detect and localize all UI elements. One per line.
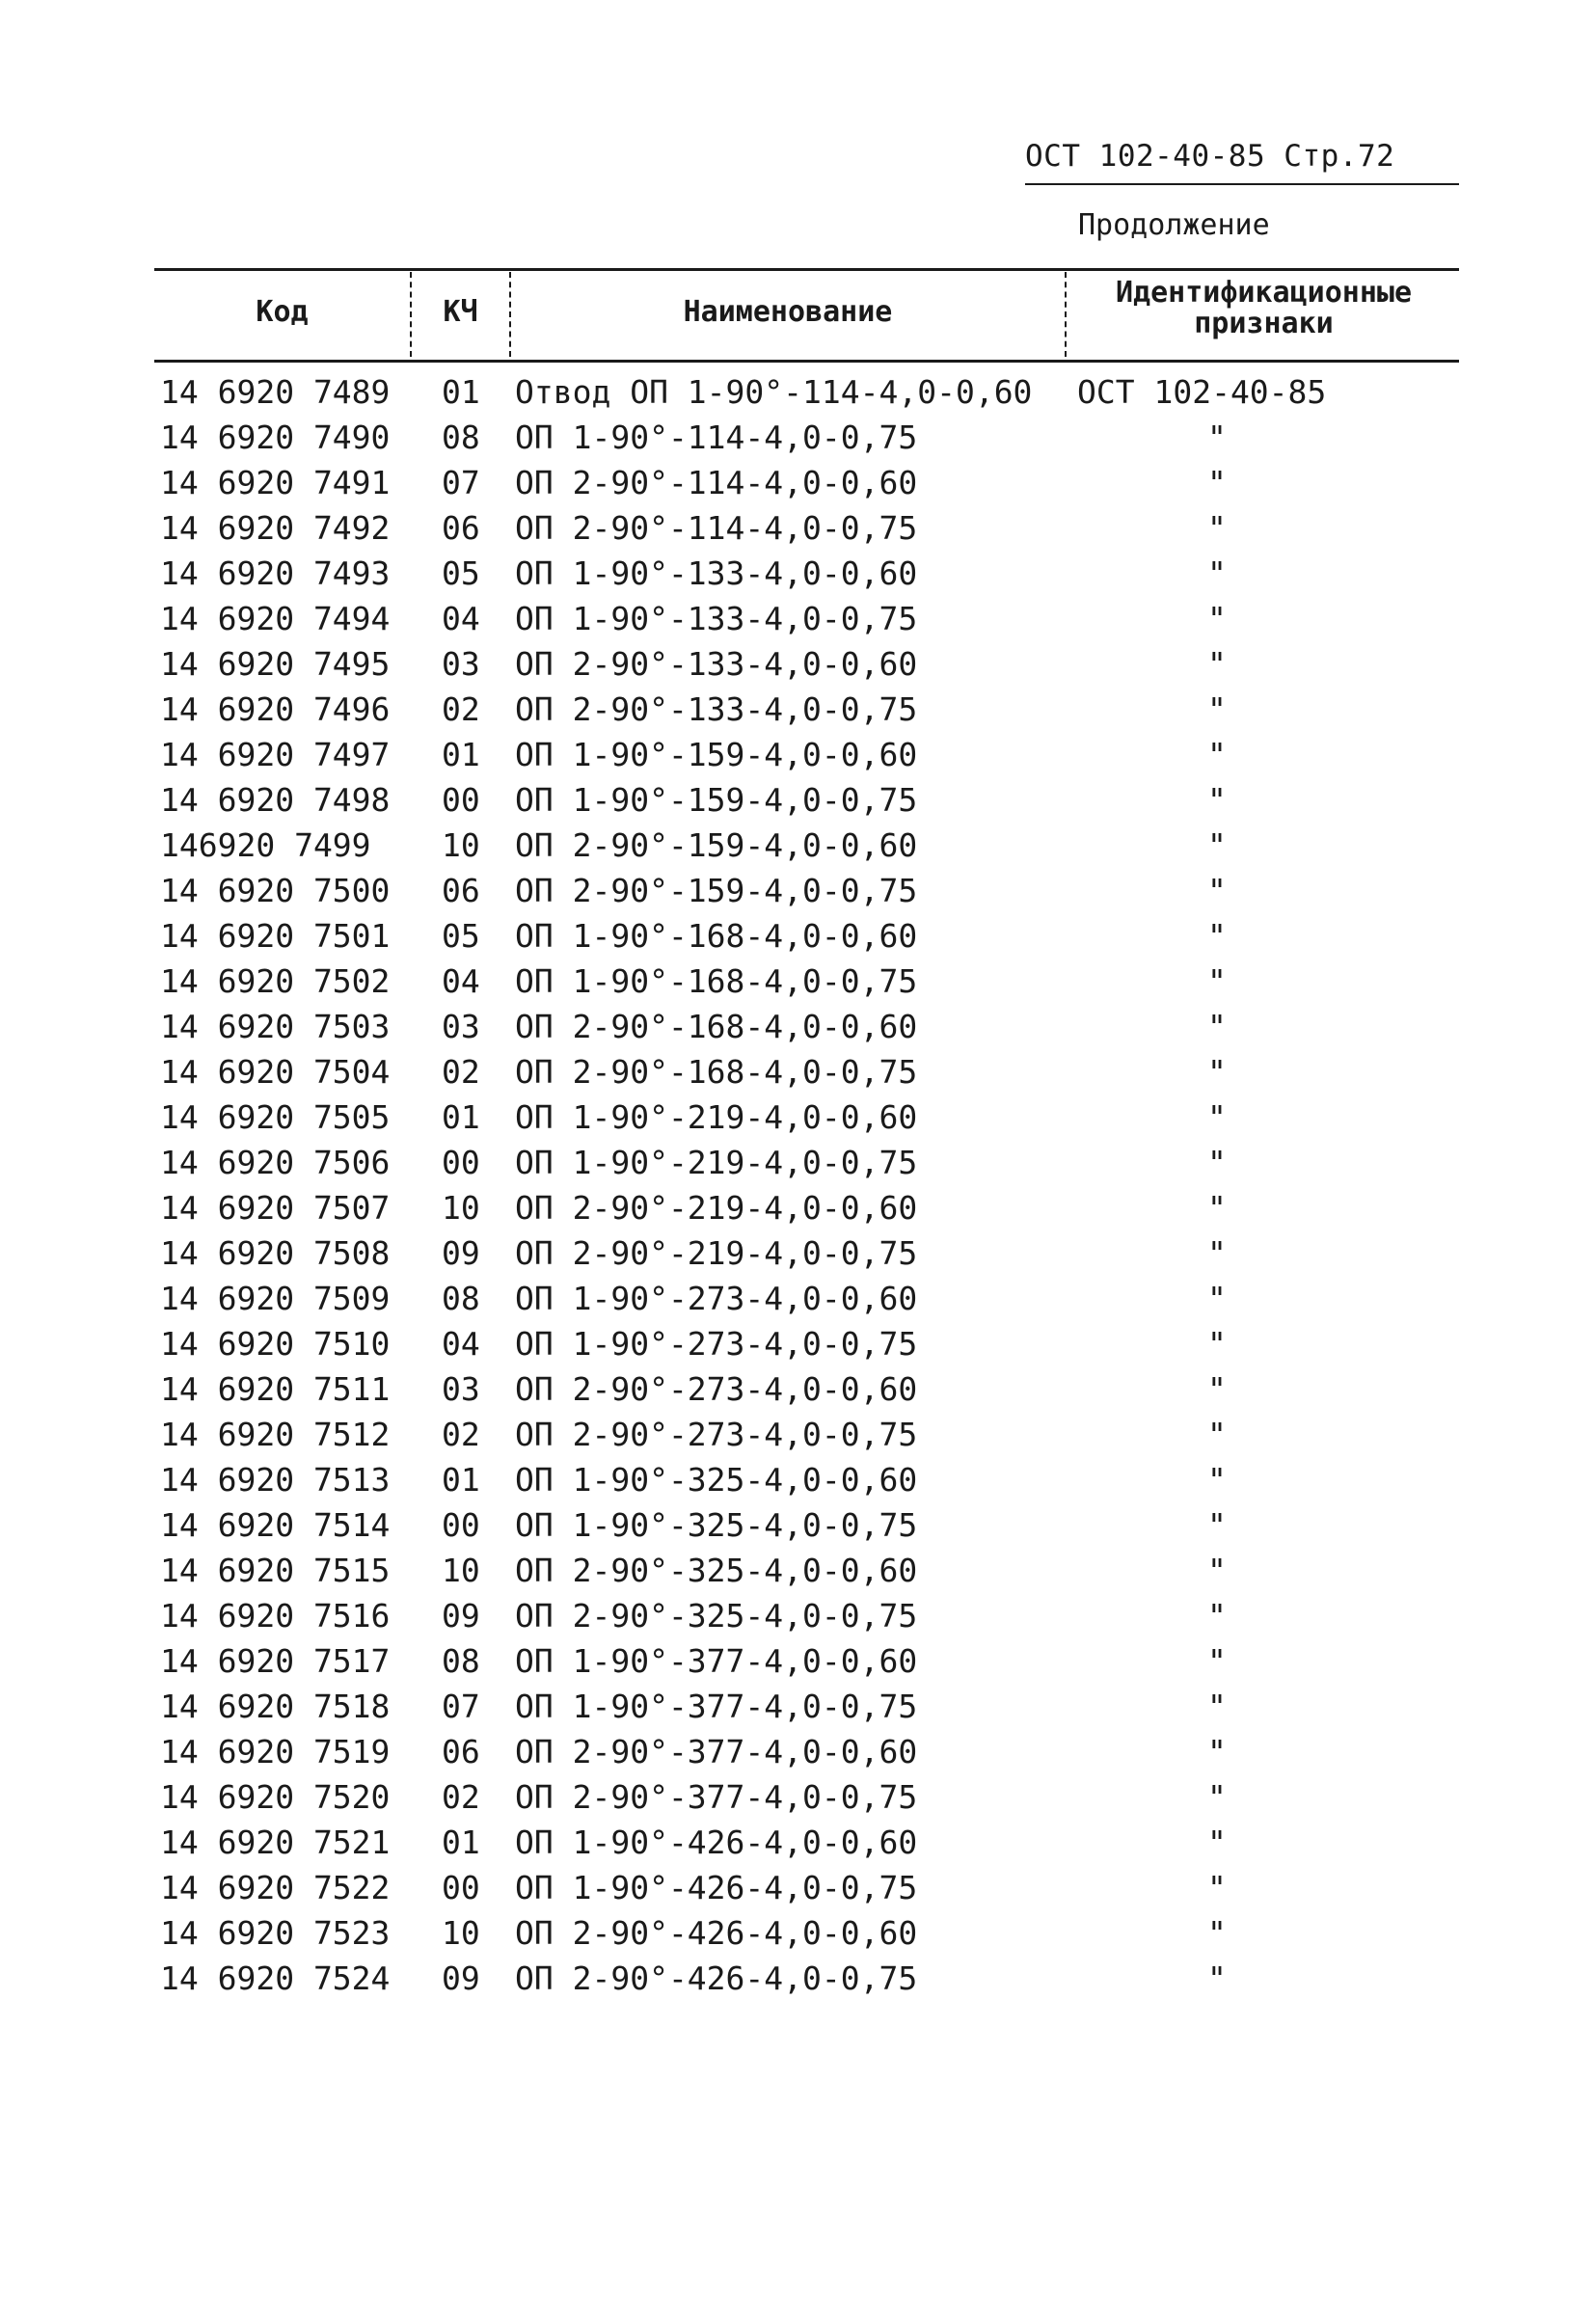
table-row bbox=[0, 460, 1595, 505]
cell-ident: " bbox=[1207, 1144, 1227, 1181]
cell-code: 14 6920 7514 bbox=[160, 1506, 391, 1544]
table-row bbox=[0, 732, 1595, 777]
cell-ident: " bbox=[1207, 1461, 1227, 1499]
cell-code: 14 6920 7521 bbox=[160, 1824, 391, 1861]
cell-ident: " bbox=[1207, 1552, 1227, 1589]
cell-kch: 06 bbox=[442, 872, 480, 909]
cell-name: ОП 2-90°-377-4,0-0,60 bbox=[515, 1733, 918, 1770]
cell-code: 14 6920 7502 bbox=[160, 962, 391, 1000]
cell-kch: 01 bbox=[442, 1824, 480, 1861]
cell-kch: 01 bbox=[442, 1098, 480, 1136]
table-row bbox=[0, 823, 1595, 868]
cell-code: 14 6920 7512 bbox=[160, 1416, 391, 1453]
cell-ident: " bbox=[1207, 1824, 1227, 1861]
cell-name: ОП 1-90°-168-4,0-0,60 bbox=[515, 917, 918, 955]
cell-code: 14 6920 7503 bbox=[160, 1008, 391, 1045]
cell-name: ОП 1-90°-377-4,0-0,75 bbox=[515, 1688, 918, 1725]
table-row bbox=[0, 1230, 1595, 1276]
cell-code: 14 6920 7511 bbox=[160, 1370, 391, 1408]
table-top-rule bbox=[154, 268, 1459, 271]
table-row bbox=[0, 1910, 1595, 1956]
cell-code: 14 6920 7516 bbox=[160, 1597, 391, 1635]
table-row bbox=[0, 1321, 1595, 1366]
cell-code: 14 6920 7508 bbox=[160, 1234, 391, 1272]
cell-name: ОП 2-90°-114-4,0-0,75 bbox=[515, 509, 918, 547]
table-row bbox=[0, 369, 1595, 415]
table-row bbox=[0, 1774, 1595, 1820]
cell-code: 14 6920 7490 bbox=[160, 419, 391, 456]
table-row bbox=[0, 868, 1595, 913]
cell-code: 14 6920 7495 bbox=[160, 645, 391, 683]
cell-kch: 03 bbox=[442, 645, 480, 683]
table-row bbox=[0, 913, 1595, 959]
cell-name: ОП 2-90°-168-4,0-0,75 bbox=[515, 1053, 918, 1091]
cell-name: ОП 2-90°-325-4,0-0,75 bbox=[515, 1597, 918, 1635]
table-row bbox=[0, 1185, 1595, 1230]
table-row bbox=[0, 1049, 1595, 1094]
cell-kch: 10 bbox=[442, 1552, 480, 1589]
cell-kch: 08 bbox=[442, 419, 480, 456]
cell-ident: ОСТ 102-40-85 bbox=[1077, 373, 1327, 411]
cell-code: 14 6920 7507 bbox=[160, 1189, 391, 1227]
cell-code: 14 6920 7500 bbox=[160, 872, 391, 909]
cell-kch: 01 bbox=[442, 736, 480, 773]
cell-ident: " bbox=[1207, 1098, 1227, 1136]
cell-ident: " bbox=[1207, 1053, 1227, 1091]
cell-name: ОП 2-90°-133-4,0-0,60 bbox=[515, 645, 918, 683]
cell-kch: 02 bbox=[442, 1053, 480, 1091]
column-separator bbox=[1065, 272, 1067, 357]
header-underline bbox=[1025, 183, 1459, 185]
cell-name: ОП 2-90°-114-4,0-0,60 bbox=[515, 464, 918, 501]
cell-name: ОП 1-90°-168-4,0-0,75 bbox=[515, 962, 918, 1000]
table-row bbox=[0, 687, 1595, 732]
column-header-code: Код bbox=[256, 295, 309, 329]
cell-name: ОП 1-90°-219-4,0-0,75 bbox=[515, 1144, 918, 1181]
cell-ident: " bbox=[1207, 1416, 1227, 1453]
column-separator bbox=[509, 272, 511, 357]
cell-name: ОП 2-90°-377-4,0-0,75 bbox=[515, 1778, 918, 1816]
table-row bbox=[0, 1956, 1595, 2001]
cell-code: 14 6920 7518 bbox=[160, 1688, 391, 1725]
cell-ident: " bbox=[1207, 1778, 1227, 1816]
cell-code: 14 6920 7497 bbox=[160, 736, 391, 773]
cell-code: 14 6920 7494 bbox=[160, 600, 391, 637]
table-row bbox=[0, 551, 1595, 596]
cell-name: ОП 1-90°-159-4,0-0,75 bbox=[515, 781, 918, 819]
table-row bbox=[0, 1593, 1595, 1638]
cell-name: ОП 1-90°-273-4,0-0,75 bbox=[515, 1325, 918, 1363]
table-row bbox=[0, 1140, 1595, 1185]
cell-kch: 10 bbox=[442, 1189, 480, 1227]
cell-ident: " bbox=[1207, 1506, 1227, 1544]
cell-ident: " bbox=[1207, 1189, 1227, 1227]
cell-code: 146920 7499 bbox=[160, 826, 371, 864]
cell-kch: 00 bbox=[442, 1869, 480, 1906]
cell-ident: " bbox=[1207, 1733, 1227, 1770]
table-row bbox=[0, 1366, 1595, 1412]
cell-kch: 01 bbox=[442, 1461, 480, 1499]
cell-code: 14 6920 7498 bbox=[160, 781, 391, 819]
cell-code: 14 6920 7493 bbox=[160, 554, 391, 592]
cell-name: ОП 2-90°-219-4,0-0,75 bbox=[515, 1234, 918, 1272]
cell-code: 14 6920 7506 bbox=[160, 1144, 391, 1181]
cell-ident: " bbox=[1207, 464, 1227, 501]
cell-name: ОП 2-90°-168-4,0-0,60 bbox=[515, 1008, 918, 1045]
table-row bbox=[0, 1684, 1595, 1729]
cell-name: ОП 2-90°-325-4,0-0,60 bbox=[515, 1552, 918, 1589]
cell-ident: " bbox=[1207, 1688, 1227, 1725]
cell-kch: 10 bbox=[442, 1914, 480, 1952]
table-header-rule bbox=[154, 360, 1459, 363]
table-row bbox=[0, 959, 1595, 1004]
cell-ident: " bbox=[1207, 1325, 1227, 1363]
cell-kch: 00 bbox=[442, 1506, 480, 1544]
cell-name: ОП 2-90°-133-4,0-0,75 bbox=[515, 690, 918, 728]
cell-kch: 00 bbox=[442, 1144, 480, 1181]
cell-name: ОП 2-90°-426-4,0-0,75 bbox=[515, 1959, 918, 1997]
cell-ident: " bbox=[1207, 645, 1227, 683]
cell-code: 14 6920 7524 bbox=[160, 1959, 391, 1997]
cell-ident: " bbox=[1207, 554, 1227, 592]
cell-kch: 08 bbox=[442, 1280, 480, 1317]
cell-name: ОП 1-90°-426-4,0-0,60 bbox=[515, 1824, 918, 1861]
cell-ident: " bbox=[1207, 600, 1227, 637]
cell-ident: " bbox=[1207, 1642, 1227, 1680]
cell-kch: 04 bbox=[442, 962, 480, 1000]
cell-code: 14 6920 7510 bbox=[160, 1325, 391, 1363]
cell-name: ОП 2-90°-159-4,0-0,75 bbox=[515, 872, 918, 909]
cell-code: 14 6920 7519 bbox=[160, 1733, 391, 1770]
cell-ident: " bbox=[1207, 736, 1227, 773]
cell-name: ОП 1-90°-159-4,0-0,60 bbox=[515, 736, 918, 773]
cell-name: ОП 2-90°-273-4,0-0,60 bbox=[515, 1370, 918, 1408]
cell-name: Отвод ОП 1-90°-114-4,0-0,60 bbox=[515, 373, 1033, 411]
cell-kch: 05 bbox=[442, 554, 480, 592]
table-row bbox=[0, 596, 1595, 641]
table-row bbox=[0, 1004, 1595, 1049]
table-row bbox=[0, 1094, 1595, 1140]
cell-kch: 09 bbox=[442, 1597, 480, 1635]
table-row bbox=[0, 1412, 1595, 1457]
column-separator bbox=[410, 272, 412, 357]
cell-kch: 07 bbox=[442, 1688, 480, 1725]
document-reference: ОСТ 102-40-85 Стр.72 bbox=[1025, 139, 1395, 174]
cell-kch: 06 bbox=[442, 509, 480, 547]
cell-name: ОП 2-90°-159-4,0-0,60 bbox=[515, 826, 918, 864]
cell-ident: " bbox=[1207, 690, 1227, 728]
table-row bbox=[0, 1820, 1595, 1865]
cell-ident: " bbox=[1207, 1597, 1227, 1635]
cell-name: ОП 2-90°-219-4,0-0,60 bbox=[515, 1189, 918, 1227]
cell-kch: 10 bbox=[442, 826, 480, 864]
cell-kch: 02 bbox=[442, 1416, 480, 1453]
cell-ident: " bbox=[1207, 917, 1227, 955]
cell-name: ОП 1-90°-273-4,0-0,60 bbox=[515, 1280, 918, 1317]
cell-ident: " bbox=[1207, 1869, 1227, 1906]
table-row bbox=[0, 1276, 1595, 1321]
cell-code: 14 6920 7513 bbox=[160, 1461, 391, 1499]
cell-ident: " bbox=[1207, 1234, 1227, 1272]
cell-code: 14 6920 7505 bbox=[160, 1098, 391, 1136]
cell-ident: " bbox=[1207, 1914, 1227, 1952]
table-body bbox=[0, 369, 1595, 2001]
cell-code: 14 6920 7520 bbox=[160, 1778, 391, 1816]
cell-code: 14 6920 7515 bbox=[160, 1552, 391, 1589]
cell-name: ОП 2-90°-426-4,0-0,60 bbox=[515, 1914, 918, 1952]
cell-ident: " bbox=[1207, 1008, 1227, 1045]
cell-kch: 02 bbox=[442, 690, 480, 728]
cell-ident: " bbox=[1207, 1370, 1227, 1408]
cell-ident: " bbox=[1207, 419, 1227, 456]
table-row bbox=[0, 1865, 1595, 1910]
cell-code: 14 6920 7492 bbox=[160, 509, 391, 547]
cell-name: ОП 1-90°-133-4,0-0,60 bbox=[515, 554, 918, 592]
cell-name: ОП 2-90°-273-4,0-0,75 bbox=[515, 1416, 918, 1453]
cell-ident: " bbox=[1207, 872, 1227, 909]
table-row bbox=[0, 505, 1595, 551]
table-row bbox=[0, 1729, 1595, 1774]
table-row bbox=[0, 1457, 1595, 1502]
cell-kch: 01 bbox=[442, 373, 480, 411]
cell-name: ОП 1-90°-426-4,0-0,75 bbox=[515, 1869, 918, 1906]
cell-name: ОП 1-90°-219-4,0-0,60 bbox=[515, 1098, 918, 1136]
cell-kch: 04 bbox=[442, 600, 480, 637]
cell-kch: 09 bbox=[442, 1234, 480, 1272]
cell-kch: 04 bbox=[442, 1325, 480, 1363]
cell-kch: 09 bbox=[442, 1959, 480, 1997]
cell-code: 14 6920 7489 bbox=[160, 373, 391, 411]
cell-kch: 05 bbox=[442, 917, 480, 955]
cell-code: 14 6920 7501 bbox=[160, 917, 391, 955]
cell-code: 14 6920 7509 bbox=[160, 1280, 391, 1317]
column-header-kch: КЧ bbox=[443, 295, 478, 329]
cell-name: ОП 1-90°-325-4,0-0,75 bbox=[515, 1506, 918, 1544]
cell-kch: 06 bbox=[442, 1733, 480, 1770]
cell-ident: " bbox=[1207, 826, 1227, 864]
cell-name: ОП 1-90°-377-4,0-0,60 bbox=[515, 1642, 918, 1680]
continuation-label: Продолжение bbox=[1078, 208, 1270, 242]
table-row bbox=[0, 1638, 1595, 1684]
cell-ident: " bbox=[1207, 1280, 1227, 1317]
cell-code: 14 6920 7522 bbox=[160, 1869, 391, 1906]
cell-kch: 07 bbox=[442, 464, 480, 501]
cell-kch: 03 bbox=[442, 1370, 480, 1408]
column-header-name: Наименование bbox=[683, 295, 893, 329]
cell-kch: 02 bbox=[442, 1778, 480, 1816]
cell-kch: 00 bbox=[442, 781, 480, 819]
cell-code: 14 6920 7491 bbox=[160, 464, 391, 501]
cell-name: ОП 1-90°-325-4,0-0,60 bbox=[515, 1461, 918, 1499]
cell-code: 14 6920 7504 bbox=[160, 1053, 391, 1091]
cell-code: 14 6920 7517 bbox=[160, 1642, 391, 1680]
cell-name: ОП 1-90°-133-4,0-0,75 bbox=[515, 600, 918, 637]
cell-ident: " bbox=[1207, 509, 1227, 547]
cell-kch: 03 bbox=[442, 1008, 480, 1045]
cell-ident: " bbox=[1207, 781, 1227, 819]
cell-code: 14 6920 7523 bbox=[160, 1914, 391, 1952]
column-header-ident: Идентификационные признаки bbox=[1115, 276, 1413, 340]
table-row bbox=[0, 777, 1595, 823]
table-row bbox=[0, 1502, 1595, 1548]
table-row bbox=[0, 415, 1595, 460]
cell-kch: 08 bbox=[442, 1642, 480, 1680]
cell-code: 14 6920 7496 bbox=[160, 690, 391, 728]
cell-name: ОП 1-90°-114-4,0-0,75 bbox=[515, 419, 918, 456]
table-row bbox=[0, 641, 1595, 687]
table-row bbox=[0, 1548, 1595, 1593]
cell-ident: " bbox=[1207, 962, 1227, 1000]
cell-ident: " bbox=[1207, 1959, 1227, 1997]
